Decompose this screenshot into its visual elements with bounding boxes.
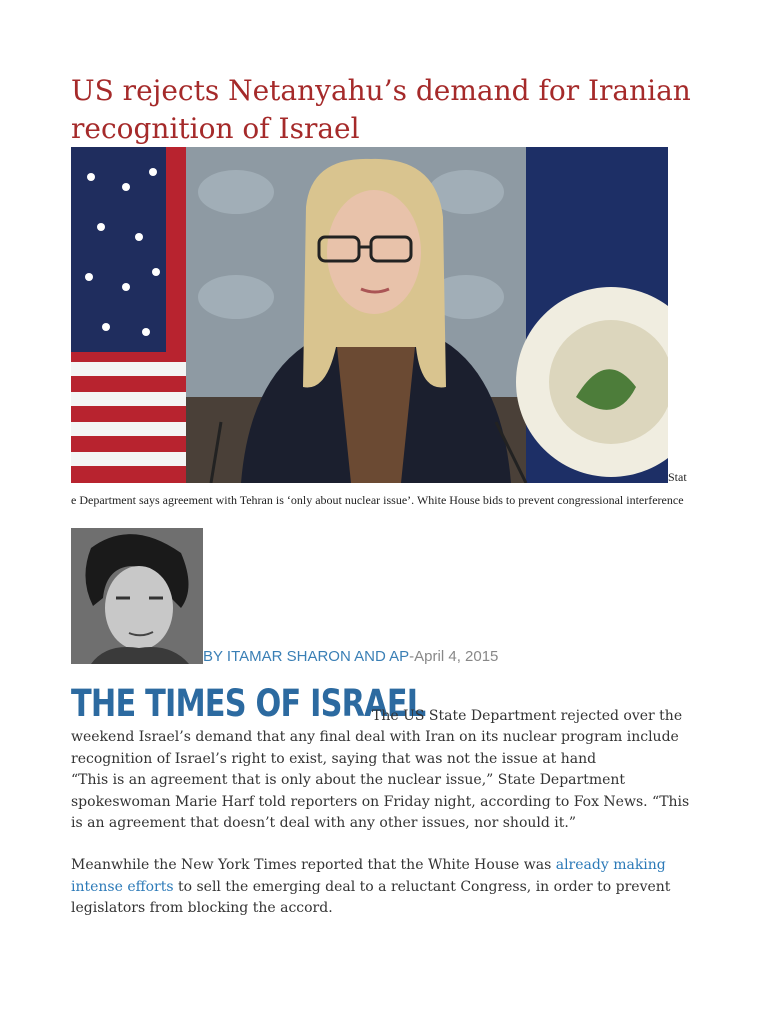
- byline-separator: -: [409, 648, 415, 665]
- publication-logo: THE TIMES OF ISRAEL: [71, 682, 426, 725]
- publish-date: April 4, 2015: [414, 648, 499, 665]
- article-headline: US rejects Netanyahu’s demand for Iranian recognition of Israel: [71, 74, 691, 145]
- second-paragraph: [71, 855, 701, 920]
- article-byline: [203, 648, 498, 665]
- photo-caption: e Department says agreement with Tehran is ‘only about nuclear issue’. White House bids to prevent congressional interference: [71, 493, 684, 507]
- lead-first-line: The US State Department rejected over the: [372, 708, 683, 724]
- author-portrait-image: [71, 528, 203, 664]
- author-photo: [71, 528, 203, 664]
- para2-text-after: to sell the emerging deal to a reluctant Congress, in order to prevent legislators from blocking the accord.: [71, 878, 671, 916]
- already-making-efforts-link[interactable]: already making intense efforts: [71, 857, 666, 895]
- press-briefing-photo: [71, 147, 668, 483]
- para2-text-before: Meanwhile the New York Times reported that the White House was: [71, 857, 556, 873]
- byline-authors[interactable]: BY ITAMAR SHARON AND AP: [203, 648, 410, 665]
- article-body: [71, 727, 701, 835]
- lead-paragraph: weekend Israel’s demand that any final deal with Iran on its nuclear program include recognition of Israel’s right to exist, saying that was not the issue at hand: [71, 729, 679, 767]
- spokeswoman-image: [71, 147, 668, 483]
- photo-caption-start: Stat: [668, 470, 687, 484]
- quote-paragraph: “This is an agreement that is only about the nuclear issue,” State Department spokeswoman Marie Harf told reporters on Friday night, according to Fox News. “This is an agreement that doesn’t deal with any other issues, nor should it.”: [71, 772, 690, 831]
